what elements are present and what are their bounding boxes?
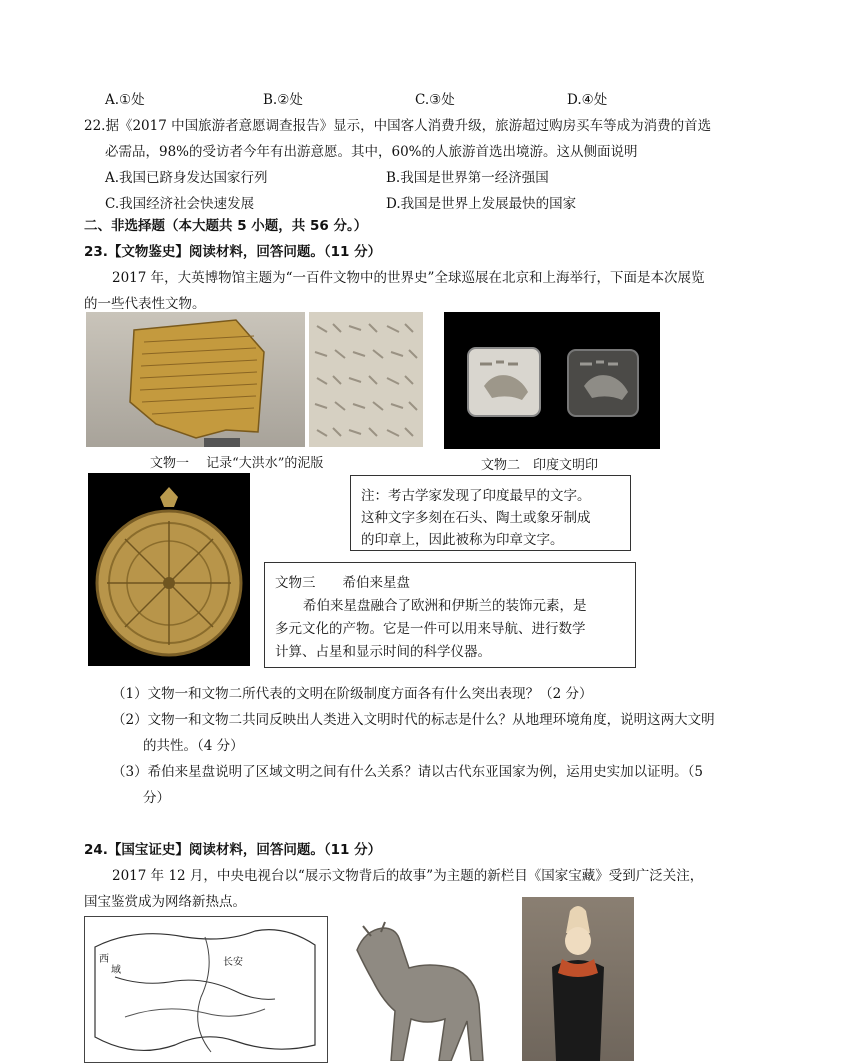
q24-intro-line2: 国宝鉴赏成为网络新热点。 <box>84 894 246 910</box>
q24-title: 24.【国宝证史】阅读材料，回答问题。（11 分） <box>84 842 382 858</box>
artifact2-caption: 文物二 印度文明印 <box>481 458 599 473</box>
note-line3: 的印章上，因此被称为印章文字。 <box>361 532 564 548</box>
artifact3-line1: 希伯来星盘融合了欧洲和伊斯兰的装饰元素，是 <box>303 598 587 614</box>
q23-sub3-line1: （3）希伯来星盘说明了区域文明之间有什么关系？请以古代东亚国家为例，运用史实加以证明。（5 <box>112 764 703 780</box>
q23-sub3-line2: 分） <box>143 790 170 806</box>
artifact3-box <box>264 562 636 668</box>
note-line2: 这种文字多刻在石头、陶土或象牙制成 <box>361 510 591 526</box>
q23-intro-line1: 2017 年，大英博物馆主题为“一百件文物中的世界史”全球巡展在北京和上海举行，下面是本次展览 <box>112 270 705 286</box>
artifact1-caption: 文物一 记录“大洪水”的泥版 <box>150 456 324 471</box>
indus-seals-photo <box>444 312 660 449</box>
q22-option-b: B.我国是世界第一经济强国 <box>386 170 549 186</box>
section2-title: 二、非选择题（本大题共 5 小题，共 56 分。） <box>84 218 368 234</box>
q21-option-c: C.③处 <box>415 92 455 108</box>
q21-option-d: D.④处 <box>567 92 608 108</box>
q23-sub1: （1）文物一和文物二所代表的文明在阶级制度方面各有什么突出表现？（2 分） <box>112 686 593 702</box>
tang-figurine-photo <box>522 897 634 1061</box>
map-label-changan: 长安 <box>223 957 243 968</box>
artifact3-title: 文物三 希伯来星盘 <box>275 575 410 591</box>
note-line1: 注：考古学家发现了印度最早的文字。 <box>361 488 591 504</box>
q22-stem-line1: 22.据《2017 中国旅游者意愿调查报告》显示，中国客人消费升级，旅游超过购房买车等成为消费的首选 <box>84 118 712 134</box>
map-label-west: 西 <box>99 954 109 965</box>
q22-option-c: C.我国经济社会快速发展 <box>105 196 255 212</box>
q23-sub2-line1: （2）文物一和文物二共同反映出人类进入文明时代的标志是什么？从地理环境角度，说明这两大文明 <box>112 712 715 728</box>
q21-option-b: B.②处 <box>263 92 303 108</box>
astrolabe-photo <box>88 473 250 666</box>
map-label-region: 域 <box>111 965 121 976</box>
q23-intro-line2: 的一些代表性文物。 <box>84 296 206 312</box>
q21-option-a: A.①处 <box>105 92 145 108</box>
cuneiform-closeup-photo <box>309 312 423 447</box>
clay-tablet-photo <box>86 312 305 447</box>
note-box <box>350 475 631 551</box>
q23-sub2-line2: 的共性。（4 分） <box>143 738 244 754</box>
artifact3-line2: 多元文化的产物。它是一件可以用来导航、进行数学 <box>275 621 586 637</box>
q22-option-d: D.我国是世界上发展最快的国家 <box>386 196 577 212</box>
q24-intro-line1: 2017 年 12 月，中央电视台以“展示文物背后的故事”为主题的新栏目《国家宝藏》受到广泛关注， <box>112 868 704 884</box>
q22-stem-line2: 必需品，98%的受访者今年有出游意愿。其中，60%的人旅游首选出境游。这从侧面说明 <box>105 144 638 160</box>
artifact3-line3: 计算、占星和显示时间的科学仪器。 <box>275 644 491 660</box>
q22-option-a: A.我国已跻身发达国家行列 <box>105 170 268 186</box>
q23-title: 23.【文物鉴史】阅读材料，回答问题。（11 分） <box>84 244 382 260</box>
horse-figurine-photo <box>335 916 497 1061</box>
silk-road-map <box>84 916 328 1063</box>
